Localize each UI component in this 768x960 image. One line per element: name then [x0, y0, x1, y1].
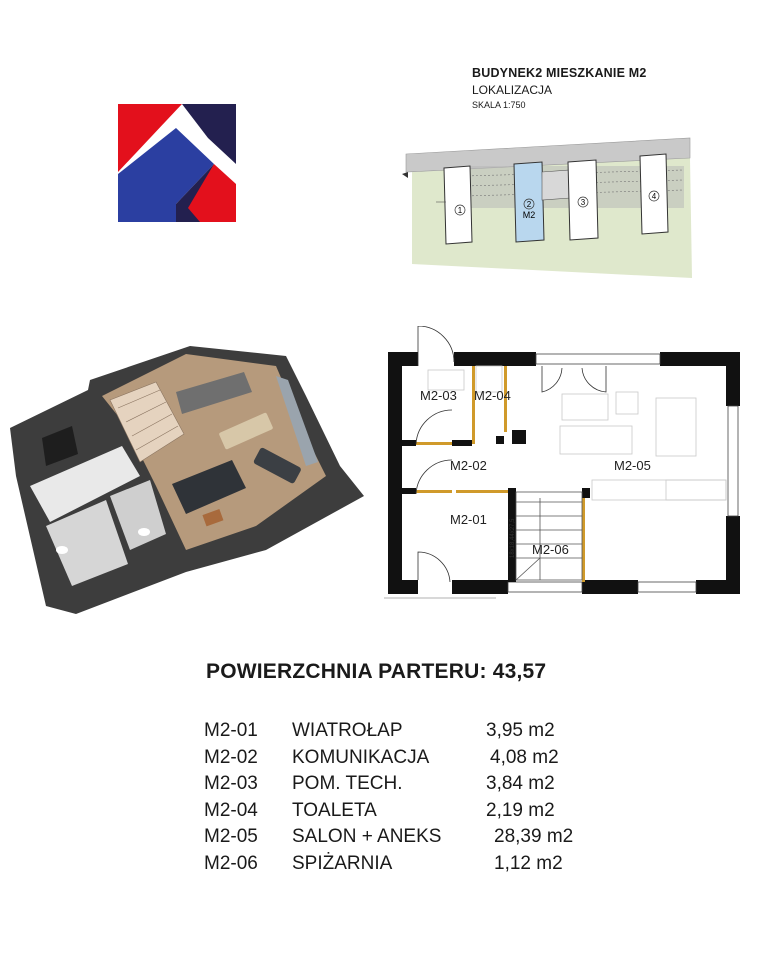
site-building-number: 3 — [580, 198, 586, 207]
site-plan — [400, 132, 696, 280]
room-code: M2-06 — [204, 852, 258, 874]
room-area: 1,12 m2 — [494, 852, 563, 874]
site-building-number: 4 — [651, 192, 657, 201]
site-building-number: 2 — [526, 200, 532, 209]
table-outline — [656, 398, 696, 456]
location-scale: SKALA 1:750 — [472, 100, 526, 110]
coffee-table-outline — [562, 394, 608, 420]
site-building-4 — [640, 154, 668, 234]
location-header — [472, 66, 647, 110]
interior-walls — [402, 430, 590, 582]
room-area: 4,08 m2 — [490, 746, 559, 768]
site-building-1 — [444, 166, 472, 244]
room-label-m2-06: M2-06 — [532, 542, 569, 557]
apartment-3d-render — [6, 336, 368, 618]
room-label-m2-04: M2-04 — [474, 388, 511, 403]
room-area: 2,19 m2 — [486, 799, 555, 821]
render-sink — [56, 546, 68, 554]
room-area: 3,95 m2 — [486, 720, 555, 741]
utility-fixture-outline — [428, 370, 464, 390]
room-label-m2-02: M2-02 — [450, 458, 487, 473]
room-name: TOALETA — [292, 799, 377, 821]
room-label-m2-01: M2-01 — [450, 512, 487, 527]
room-name: SPIŻARNIA — [292, 852, 393, 874]
room-code: M2-01 — [204, 720, 258, 741]
site-building-unit-label: M2 — [522, 210, 536, 220]
armchair-outline — [616, 392, 638, 414]
brand-logo — [118, 104, 236, 222]
floor-plan — [376, 326, 748, 610]
doors — [384, 326, 606, 598]
location-subtitle: LOKALIZACJA — [472, 83, 553, 97]
room-label-m2-03: M2-03 — [420, 388, 457, 403]
site-building-2 — [514, 162, 544, 242]
room-area: 3,84 m2 — [486, 773, 555, 794]
site-road-arrow-icon — [402, 172, 408, 178]
kitchen-counter-outline — [592, 480, 726, 500]
floor-area-summary: POWIERZCHNIA PARTERU: 43,57 — [206, 660, 547, 683]
room-label-m2-05: M2-05 — [614, 458, 651, 473]
site-building-number: 1 — [457, 206, 463, 215]
room-name: SALON + ANEKS — [292, 826, 442, 847]
stair-dimension-label: 18x18,44x27,5 — [510, 518, 516, 558]
room-name: POM. TECH. — [292, 773, 403, 794]
room-code: M2-02 — [204, 746, 258, 768]
render-toilet — [138, 528, 150, 536]
room-name: WIATROŁAP — [292, 720, 403, 741]
location-title: BUDYNEK2 MIESZKANIE M2 — [472, 66, 647, 80]
room-area: 28,39 m2 — [494, 826, 574, 847]
stairs — [516, 492, 582, 580]
room-name: KOMUNIKACJA — [292, 746, 430, 768]
site-connector — [542, 170, 570, 200]
room-code: M2-05 — [204, 826, 258, 847]
kitchen-island-outline — [666, 480, 726, 500]
sofa-outline — [560, 426, 632, 454]
room-code: M2-03 — [204, 773, 258, 794]
site-building-3 — [568, 160, 598, 240]
room-code: M2-04 — [204, 799, 258, 821]
